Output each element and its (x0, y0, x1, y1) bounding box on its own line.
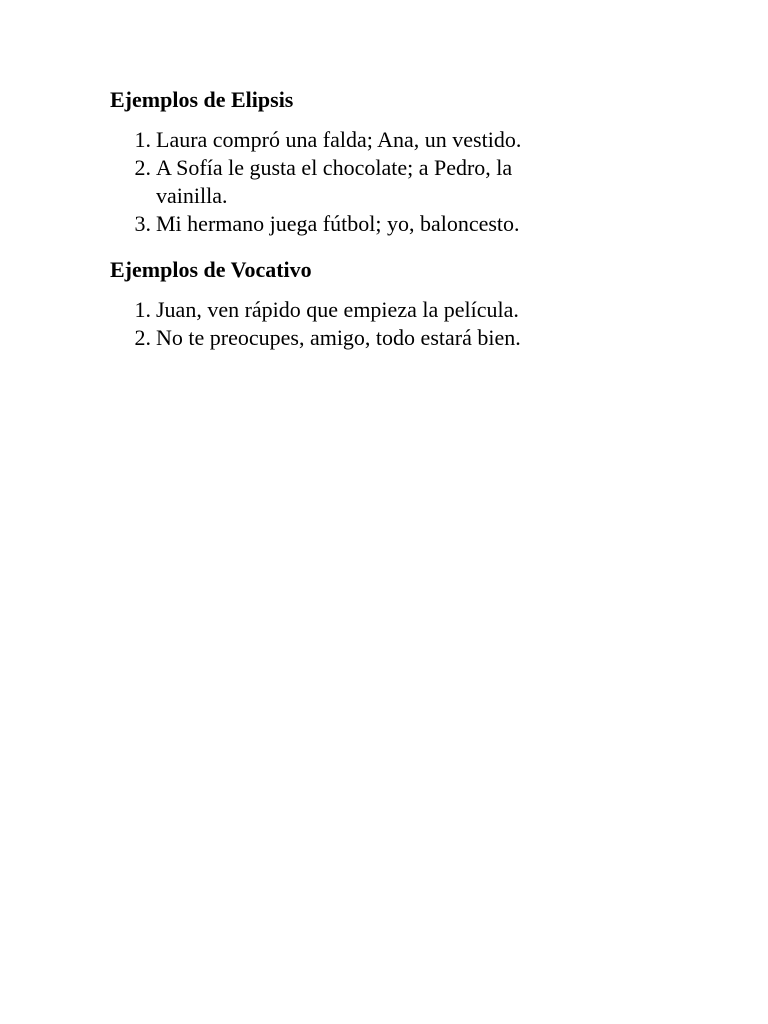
list-item-number: 1. (134, 127, 151, 152)
section-heading-vocativo: Ejemplos de Vocativo (110, 257, 312, 282)
list-item (110, 154, 630, 210)
list-item (110, 324, 630, 352)
section-heading-elipsis: Ejemplos de Elipsis (110, 87, 294, 112)
list-item-text: No te preocupes, amigo, todo estará bien. (156, 325, 521, 350)
section-vocativo (110, 256, 630, 352)
list-item (110, 126, 630, 154)
list-item-number: 3. (134, 211, 151, 236)
list-item (110, 296, 630, 324)
document-page (110, 86, 630, 352)
list-item-text: Laura compró una falda; Ana, un vestido. (156, 127, 522, 152)
elipsis-example-list (110, 126, 630, 238)
list-item-text: Mi hermano juega fútbol; yo, baloncesto. (156, 211, 520, 236)
section-elipsis (110, 86, 630, 238)
vocativo-example-list (110, 296, 630, 352)
list-item (110, 210, 630, 238)
list-item-number: 2. (134, 155, 151, 180)
list-item-number: 2. (134, 325, 151, 350)
list-item-number: 1. (134, 297, 151, 322)
list-item-text: Juan, ven rápido que empieza la película. (156, 297, 519, 322)
list-item-text: A Sofía le gusta el chocolate; a Pedro, la vainilla. (156, 155, 513, 208)
